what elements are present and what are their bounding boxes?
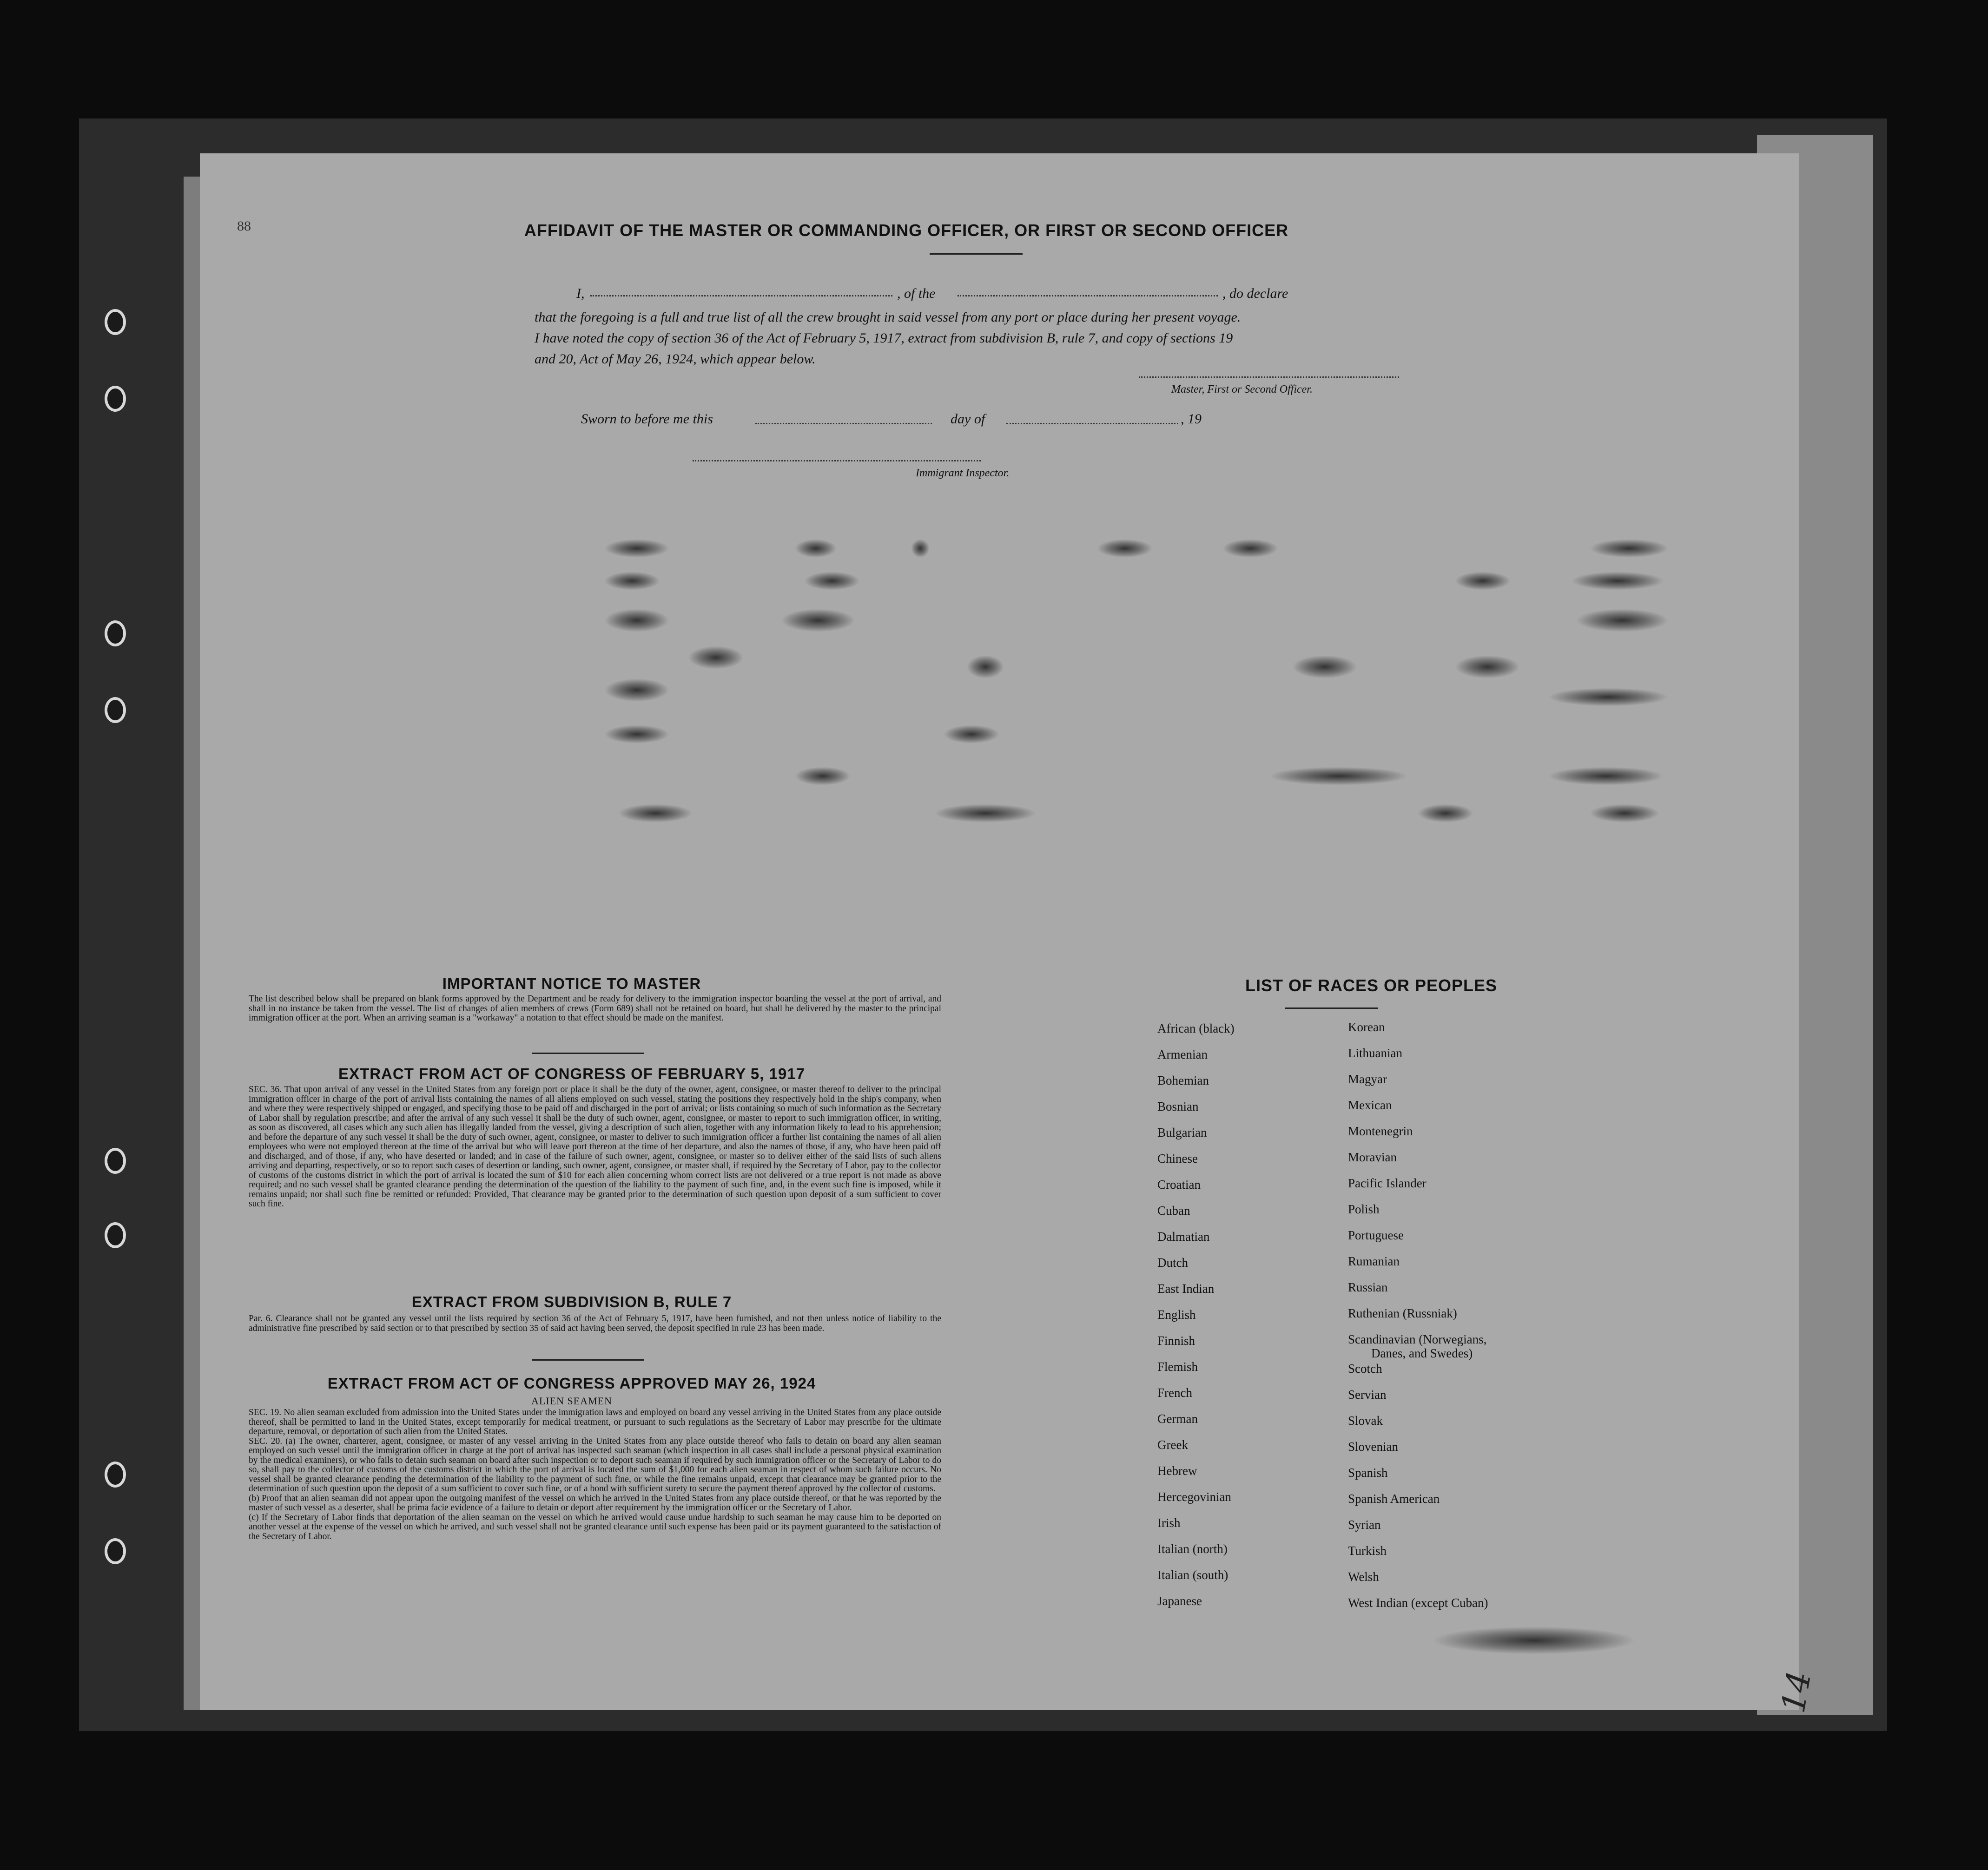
race-item: Armenian — [1157, 1047, 1208, 1061]
affidavit-line1-declare: , do declare — [1222, 286, 1288, 301]
race-item: Spanish American — [1348, 1492, 1440, 1506]
race-item: Irish — [1157, 1516, 1181, 1530]
race-item: Dalmatian — [1157, 1230, 1210, 1244]
affidavit-line2: that the foregoing is a full and true list of all the crew brought in said vessel from any port or place during her present voyage. — [535, 309, 1241, 325]
extract-rule7-title: EXTRACT FROM SUBDIVISION B, RULE 7 — [411, 1293, 732, 1310]
race-item: Montenegrin — [1348, 1124, 1413, 1138]
race-item: Welsh — [1348, 1570, 1379, 1584]
race-item: Croatian — [1157, 1178, 1201, 1192]
binder-hole — [105, 1538, 126, 1564]
extract-rule7-text: Par. 6. Clearance shall not be granted any vessel until the lists required by section 36 of the Act of February 5, 1917, have been furnished, and not then unless notice of liability to the administrative fine prescribed by said section or to that prescribed by section 35 of said act having been served, the deposit specified in rule 23 has been made. — [249, 1314, 941, 1333]
binder-hole — [105, 620, 126, 646]
race-item: Danes, and Swedes) — [1371, 1346, 1473, 1360]
form-page — [200, 153, 1819, 1716]
race-item: Flemish — [1157, 1360, 1198, 1374]
inspector-signature-line — [693, 460, 981, 461]
sworn-text: Sworn to before me this — [581, 411, 713, 427]
race-item: Slovenian — [1348, 1440, 1398, 1454]
binder-hole — [105, 1462, 126, 1488]
binder-hole — [105, 697, 126, 723]
affidavit-body — [535, 307, 1455, 369]
affidavit-title: AFFIDAVIT OF THE MASTER OR COMMANDING OFFICER, OR FIRST OR SECOND OFFICER — [524, 221, 1289, 240]
notice-title: IMPORTANT NOTICE TO MASTER — [442, 975, 701, 992]
year-text: , 19 — [1181, 411, 1202, 427]
races-underline — [1285, 1007, 1378, 1009]
binder-hole — [105, 386, 126, 412]
race-item: Finnish — [1157, 1334, 1195, 1348]
affidavit-line4: and 20, Act of May 26, 1924, which appear below. — [535, 351, 816, 367]
binder-hole — [105, 309, 126, 335]
race-item: Servian — [1348, 1388, 1387, 1402]
race-item: Moravian — [1348, 1150, 1397, 1164]
binder-hole — [105, 1148, 126, 1174]
affidavit-line1-of-the: , of the — [897, 286, 936, 301]
race-item: Hercegovinian — [1157, 1490, 1231, 1504]
master-signature-line — [1139, 376, 1399, 378]
handwritten-number: 14 — [1774, 1668, 1819, 1716]
race-item: French — [1157, 1386, 1192, 1400]
stamp-smudge — [1432, 1626, 1636, 1654]
page-number: 88 — [237, 218, 251, 234]
race-item: African (black) — [1157, 1021, 1235, 1035]
race-item: German — [1157, 1412, 1198, 1426]
title-underline — [930, 253, 1023, 255]
race-item: Slovak — [1348, 1414, 1383, 1428]
race-item: Scandinavian (Norwegians, — [1348, 1332, 1487, 1346]
affidavit-line1-i: I, — [576, 286, 585, 301]
extract-1917-text: SEC. 36. That upon arrival of any vessel in the United States from any foreign port or place it shall be the duty of the owner, agent, consignee, or master thereof to deliver to the principal immigration officer in charge of the port of arrival lists containing the names of all aliens employed on such vessel, stating the positions they respectively hold in the ship's company, when and where they were respectively shipped or engaged, and specifying those to be paid off and discharged in the port of arrival; or lists containing so much of such information as the Secretary of Labor shall by regulation prescribe; and after the arrival of any such vessel it shall be the duty of such owner, agent, consignee, or master to report to such immigration officer, in writing, as soon as discovered, all cases which any such alien has illegally landed from the vessel, giving a description of such alien, together with any information likely to lead to his apprehension; and before the departure of any such vessel it shall be the duty of such owner, agent, consignee, or master to deliver to such immigration officer a further list containing the names of all alien employees who were not employed thereon at the time of the arrival but who will leave port thereon at the time of her departure, and also the names of those, if any, who have been paid off and discharged, and of those, if any, who have deserted or landed; and in case of the failure of such owner, agent, consignee, or master so to deliver either of the said lists of such aliens arriving and departing, respectively, or so to report such cases of desertion or landing, such owner, agent, consignee, or master shall, if required by the Secretary of Labor, pay to the collector of customs of the customs district in which the port of arrival is located the sum of $10 for each alien concerning whom correct lists are not delivered or a true report is not made as above required; and no such vessel shall be granted clearance pending the determination of the question of the liability to the payment of such fine, and, in the event such fine is imposed, while it remains unpaid; nor shall such fine be remitted or refunded: Provided, That clearance may be granted prior to the determination of such question upon deposit of a sum sufficient to cover such fine. — [249, 1085, 941, 1209]
race-item: Italian (north) — [1157, 1542, 1228, 1556]
sec20b-text: (b) Proof that an alien seaman did not appear upon the outgoing manifest of the vessel on which he arrived in the United States from any place outside thereof, or that he was reported by the master of such vessel as a deserter, shall be prima facie evidence of a failure to detain or deport after requirement by the immigration officer or the Secretary of Labor. — [249, 1493, 941, 1513]
race-item: Italian (south) — [1157, 1568, 1228, 1582]
race-item: Greek — [1157, 1438, 1188, 1452]
race-item: Ruthenian (Russniak) — [1348, 1306, 1457, 1320]
inspector-label: Immigrant Inspector. — [916, 467, 1010, 479]
name-blank — [590, 295, 892, 296]
race-item: Dutch — [1157, 1256, 1188, 1270]
race-item: Syrian — [1348, 1518, 1381, 1532]
binder-hole — [105, 1222, 126, 1248]
divider — [532, 1359, 644, 1361]
race-item: English — [1157, 1308, 1196, 1322]
affidavit-line3: I have noted the copy of section 36 of the Act of February 5, 1917, extract from subdivision B, rule 7, and copy of sections 19 — [535, 330, 1233, 346]
race-item: Lithuanian — [1348, 1046, 1402, 1060]
race-item: Portuguese — [1348, 1228, 1404, 1242]
extract-1917-title: EXTRACT FROM ACT OF CONGRESS OF FEBRUARY 5, 1917 — [338, 1065, 805, 1082]
alien-seamen-subtitle: ALIEN SEAMEN — [531, 1395, 612, 1407]
sworn-day-blank — [755, 423, 932, 424]
notice-text: The list described below shall be prepared on blank forms approved by the Department and be ready for delivery to the immigration inspector boarding the vessel at the port of arrival, and shall in no instance be taken from the vessel. The list of changes of alien members of crews (Form 689) shall not be retained on board, but shall be delivered by the master to the principal immigration officer at the port. When an arriving seaman is a "workaway" a notation to that effect should be made on the manifest. — [249, 994, 941, 1023]
race-item: Korean — [1348, 1020, 1385, 1034]
race-item: Spanish — [1348, 1466, 1388, 1480]
race-item: Turkish — [1348, 1544, 1387, 1558]
race-item: Cuban — [1157, 1204, 1190, 1218]
sec20a-text: SEC. 20. (a) The owner, charterer, agent, consignee, or master of any vessel arriving in the United States from any place outside thereof who fails to detain on board any alien seaman employed on such vessel until the immigration officer in charge at the port of arrival has inspected such seaman (which inspection in all cases shall include a personal physical examination by the medical examiners), or who fails to detain such seaman on board after such inspection or to deport such seaman if required by such immigration officer or the Secretary of Labor to do so, shall pay to the collector of customs of the customs district in which the port of arrival is located the sum of $1,000 for each alien seaman in respect of whom such failure occurs. No vessel shall be granted clearance pending the determination of the liability to the payment of such fine, or while the fine remains unpaid, except that clearance may be granted prior to the determination of such question upon the deposit of a sum sufficient to cover such fine, or of a bond with sufficient surety to secure the payment thereof approved by the collector of customs. — [249, 1436, 941, 1494]
race-item: Chinese — [1157, 1152, 1198, 1165]
day-of-text: day of — [951, 411, 985, 427]
races-title: LIST OF RACES OR PEOPLES — [1245, 976, 1498, 995]
vessel-blank — [958, 295, 1218, 296]
race-item: Russian — [1348, 1280, 1388, 1294]
master-label: Master, First or Second Officer. — [1171, 383, 1313, 395]
race-item: Bulgarian — [1157, 1126, 1207, 1139]
race-item: Scotch — [1348, 1362, 1382, 1376]
sec19-text: SEC. 19. No alien seaman excluded from admission into the United States under the immigration laws and employed on board any vessel arriving in the United States from any place outside thereof, shall be permitted to land in the United States, except temporarily for medical treatment, or pursuant to such regulations as the Secretary of Labor may prescribe for the ultimate departure, removal, or deportation of such alien from the United States. — [249, 1408, 941, 1436]
race-item: Hebrew — [1157, 1464, 1197, 1478]
race-item: Bohemian — [1157, 1073, 1209, 1087]
divider — [532, 1053, 644, 1054]
race-item: Magyar — [1348, 1072, 1387, 1086]
race-item: Bosnian — [1157, 1100, 1199, 1113]
extract-1924-title: EXTRACT FROM ACT OF CONGRESS APPROVED MAY 26, 1924 — [327, 1375, 816, 1392]
sworn-month-blank — [1006, 423, 1178, 424]
race-item: East Indian — [1157, 1282, 1215, 1296]
extract-1924-text — [249, 1408, 941, 1541]
race-item: Mexican — [1348, 1098, 1392, 1112]
race-item: Polish — [1348, 1202, 1380, 1216]
sec20c-text: (c) If the Secretary of Labor finds that deportation of the alien seaman on the vessel on which he arrived would cause undue hardship to such seaman he may cause him to be deported on another vessel at the expense of the vessel on which he arrived, and such vessel shall not be granted clearance until such expense has been paid or its payment guaranteed to the satisfaction of the Secretary of Labor. — [249, 1512, 941, 1541]
race-item: Rumanian — [1348, 1254, 1400, 1268]
race-item: West Indian (except Cuban) — [1348, 1596, 1488, 1610]
race-item: Japanese — [1157, 1594, 1202, 1608]
race-item: Pacific Islander — [1348, 1176, 1427, 1190]
